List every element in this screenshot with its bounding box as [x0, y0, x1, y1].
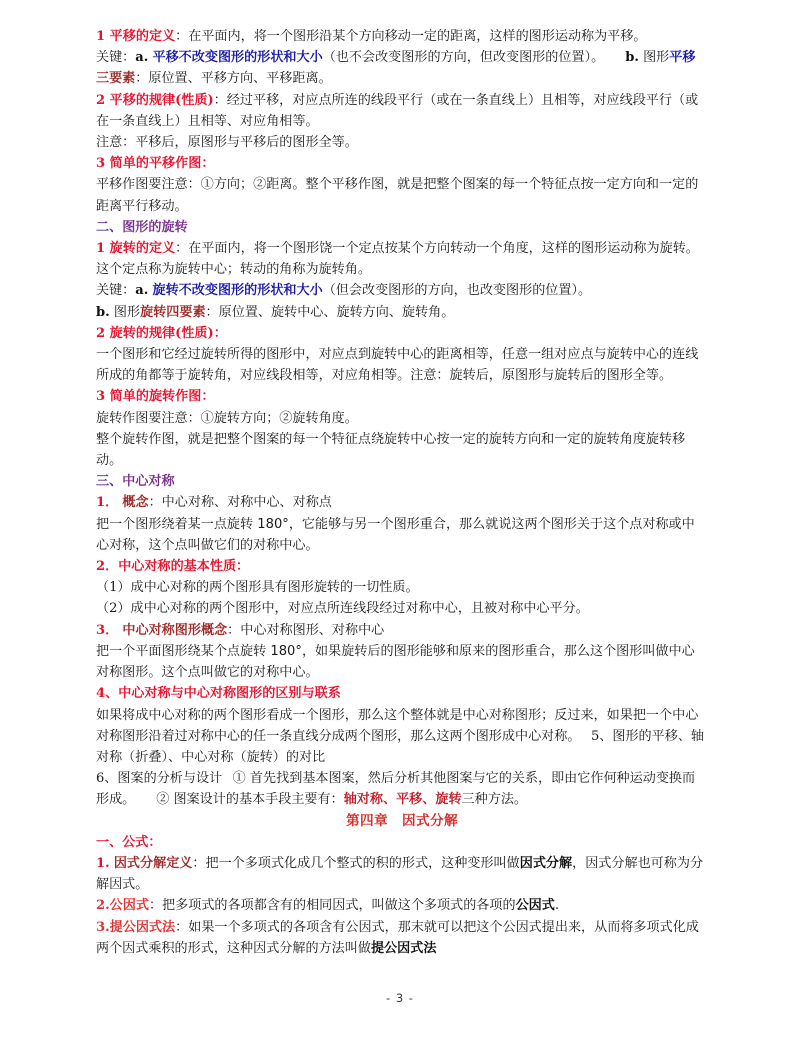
text-run: 形成。 — [96, 792, 136, 808]
text-run: （也不会改变图形的方向，但改变图形的位置）。 — [322, 50, 605, 66]
text-run: 关键： — [96, 283, 136, 299]
text-line — [96, 620, 708, 641]
text-run: 因式分解 — [519, 855, 573, 871]
page-footer: - 3 - — [386, 991, 414, 1005]
text-run: 1 平移的定义 — [96, 29, 176, 44]
text-run: 三要素 — [96, 71, 136, 87]
text-run: b. — [96, 304, 110, 320]
text-line — [96, 429, 708, 450]
text-line — [96, 853, 708, 874]
text-line — [96, 938, 708, 959]
text-run: （但会改变图形的方向，也改变图形的位置）。 — [322, 283, 592, 299]
text-run: 旋转作图要注意：①旋转方向；②旋转角度。 — [96, 410, 358, 426]
text-run: 中心对称 — [122, 474, 175, 490]
text-line — [96, 68, 708, 89]
text-line — [96, 302, 708, 323]
text-run: ：把多项式的各项都含有的相同因式，叫做这个多项式的各项的 — [148, 898, 516, 914]
text-run: 对称图形。这个点叫做它的对称中心。 — [96, 665, 319, 681]
text-line — [96, 895, 708, 916]
document-body — [96, 26, 708, 959]
text-line — [96, 726, 708, 747]
text-run: 1 旋转的定义 — [96, 241, 176, 257]
section-factorization — [96, 832, 708, 959]
text-run: 把一个平面图形绕某个点旋转 — [96, 643, 271, 659]
text-run: 距离平行移动。 — [96, 198, 188, 214]
text-line — [96, 832, 708, 853]
text-run: 心对称，这个点叫做它们的对称中心。 — [96, 537, 319, 553]
text-line — [96, 238, 708, 259]
text-run: 注意：平移后，原图形与平移后的图形全等。 — [96, 135, 358, 151]
text-run: 如果将成中心对称的两个图形看成一个图形，那么这个整体就是中心对称图形；反过来，如果把一个中心 — [96, 707, 699, 723]
text-run: . — [554, 898, 560, 914]
text-line — [96, 874, 708, 895]
text-run: ② 图案设计的基本手段主要有： — [156, 792, 344, 808]
text-run: 平移作图要注意：①方向；②距离。整个平移作图，就是把整个图案的每一个特征点按一定方向和一定的 — [96, 177, 699, 193]
text-run: 提公因式法 — [370, 940, 437, 956]
text-run: 图形的旋转 — [122, 219, 188, 235]
text-line — [96, 323, 708, 344]
text-run: 对称图形沿着过对称中心的任一条直线分成两个图形，那么这两个图形成中心对称。 — [96, 728, 581, 744]
text-run: 概念 — [122, 495, 149, 511]
text-run: 动。 — [96, 453, 123, 469]
text-line — [96, 705, 708, 726]
text-line — [96, 344, 708, 365]
text-line — [96, 662, 708, 683]
text-line — [96, 365, 708, 386]
text-run: 整个旋转作图，就是把整个图案的每一个特征点绕旋转中心按一定的旋转方向和一定的旋转角度旋转移 — [96, 431, 686, 447]
text-run: （1）成中心对称的两个图形具有图形旋转的一切性质。 — [96, 580, 419, 596]
text-line — [96, 768, 708, 789]
text-line — [96, 47, 708, 68]
text-run: ：中心对称、对称中心、对称点 — [148, 495, 332, 511]
text-line — [96, 196, 708, 217]
text-run: 180° — [257, 516, 289, 532]
text-run: 这个定点称为旋转中心；转动的角称为旋转角。 — [96, 262, 371, 278]
text-line — [96, 174, 708, 195]
text-run: 对称（折叠）、中心对称（旋转）的对比 — [96, 749, 326, 765]
text-line — [96, 747, 708, 768]
text-line — [96, 132, 708, 153]
text-run: 3.提公因式法 — [96, 919, 176, 935]
text-run: ：在平面内，将一个图形饶一个定点按某个方向转动一个角度，这样的图形运动称为旋转。 — [175, 241, 699, 257]
text-run: 把一个图形绕着某一点旋转 — [96, 516, 258, 532]
text-run: b. — [625, 50, 639, 66]
text-run: 6、图案的分析与设计 — [96, 771, 223, 787]
text-line — [96, 153, 708, 174]
text-run: 图形 — [109, 304, 141, 320]
text-run: ，因式分解也可称为分 — [572, 855, 704, 871]
text-line — [96, 641, 708, 662]
text-run: ：原位置、旋转中心、旋转方向、旋转角。 — [205, 304, 455, 320]
text-line — [96, 408, 708, 429]
text-run: （2）成中心对称的两个图形中，对应点所连线段经过对称中心，且被对称中心平分。 — [96, 601, 589, 617]
section-translation-rotation-symmetry — [96, 26, 708, 811]
text-line — [96, 471, 708, 492]
text-run: 所成的角都等于旋转角，对应线段相等，对应角相等。注意：旋转后，原图形与旋转后的图形全等。 — [96, 368, 673, 384]
text-run: 三、 — [96, 474, 123, 490]
text-line — [96, 259, 708, 280]
text-line — [96, 598, 708, 619]
text-line — [96, 789, 708, 810]
text-line — [96, 577, 708, 598]
text-run: 3． — [96, 622, 119, 638]
text-run: 一个图形和它经过旋转所得的图形中，对应点到旋转中心的距离相等，任意一组对应点与旋转中心的连线 — [96, 347, 699, 363]
text-line — [96, 492, 708, 513]
text-run: ，如果旋转后的图形能够和原来的图形重合，那么这个图形叫做中心 — [301, 643, 695, 659]
text-run: ：如果一个多项式的各项含有公因式，那末就可以把这个公因式提出来，从而将多项式化成 — [175, 919, 699, 935]
text-line — [96, 90, 708, 111]
text-run: ：原位置、平移方向、平移距离。 — [135, 71, 332, 87]
text-line — [96, 280, 708, 301]
text-line — [96, 386, 708, 407]
text-run: 关键： — [96, 50, 136, 66]
text-run: 2．中心对称的基本性质： — [96, 559, 250, 575]
text-line — [96, 535, 708, 556]
text-run: ，它能够与另一个图形重合，那么就说这两个图形关于这个点对称或中 — [288, 516, 695, 532]
text-run: 图形 — [638, 50, 670, 66]
text-run: 2.公因式 — [96, 898, 149, 914]
text-run: ：中心对称图形、对称中心 — [227, 622, 385, 638]
text-run: 平移 — [669, 50, 696, 66]
text-run: 轴对称、平移、旋转 — [343, 792, 462, 808]
text-run: 解因式。 — [96, 877, 149, 893]
text-line — [96, 217, 708, 238]
text-run: 因式分解定义 — [113, 855, 193, 871]
text-run: 2 旋转的规律(性质)： — [96, 325, 227, 341]
text-run: ① 首先找到基本图案，然后分析其他图案与它的关系，即由它作何种运动变换而 — [232, 771, 696, 787]
text-line — [96, 683, 708, 704]
text-run: ：经过平移，对应点所连的线段平行（或在一条直线上）且相等，对应线段平行（或 — [213, 92, 699, 108]
text-line — [96, 917, 708, 938]
text-run: 180° — [270, 643, 302, 659]
text-run: a. — [135, 283, 149, 299]
text-run: 1． — [96, 495, 119, 511]
text-run: 一、公式： — [96, 834, 162, 850]
text-run: 平移不改变图形的形状和大小 — [152, 50, 323, 66]
text-line — [96, 450, 708, 471]
text-run: 旋转四要素 — [140, 304, 206, 320]
text-line — [96, 26, 708, 47]
text-run: 二、 — [96, 219, 123, 235]
text-run: 在一条直线上）且相等、对应角相等。 — [96, 113, 319, 129]
text-run: 旋转不改变图形的形状和大小 — [152, 283, 323, 299]
text-line — [96, 514, 708, 535]
text-run: 公因式 — [515, 898, 555, 914]
text-run: 5、图形的平移、轴 — [590, 728, 705, 744]
text-run: 2 平移的规律(性质) — [96, 92, 214, 108]
text-run: ：在平面内，将一个图形沿某个方向移动一定的距离，这样的图形运动称为平移。 — [175, 29, 647, 44]
text-run: 3 简单的平移作图： — [96, 156, 215, 172]
text-run: 中心对称图形概念 — [122, 622, 228, 638]
text-run: a. — [135, 50, 149, 66]
text-line — [96, 111, 708, 132]
chapter-heading: 第四章 因式分解 — [346, 812, 458, 829]
text-line — [96, 556, 708, 577]
text-run: 两个因式乘积的形式，这种因式分解的方法叫做 — [96, 940, 371, 956]
text-run: 4、中心对称与中心对称图形的区别与联系 — [96, 686, 341, 702]
text-run: 三种方法。 — [461, 792, 528, 808]
text-run: 3 简单的旋转作图： — [96, 389, 215, 405]
text-run: ：把一个多项式化成几个整式的积的形式，这种变形叫做 — [192, 855, 520, 871]
text-run: 1. — [96, 855, 110, 871]
